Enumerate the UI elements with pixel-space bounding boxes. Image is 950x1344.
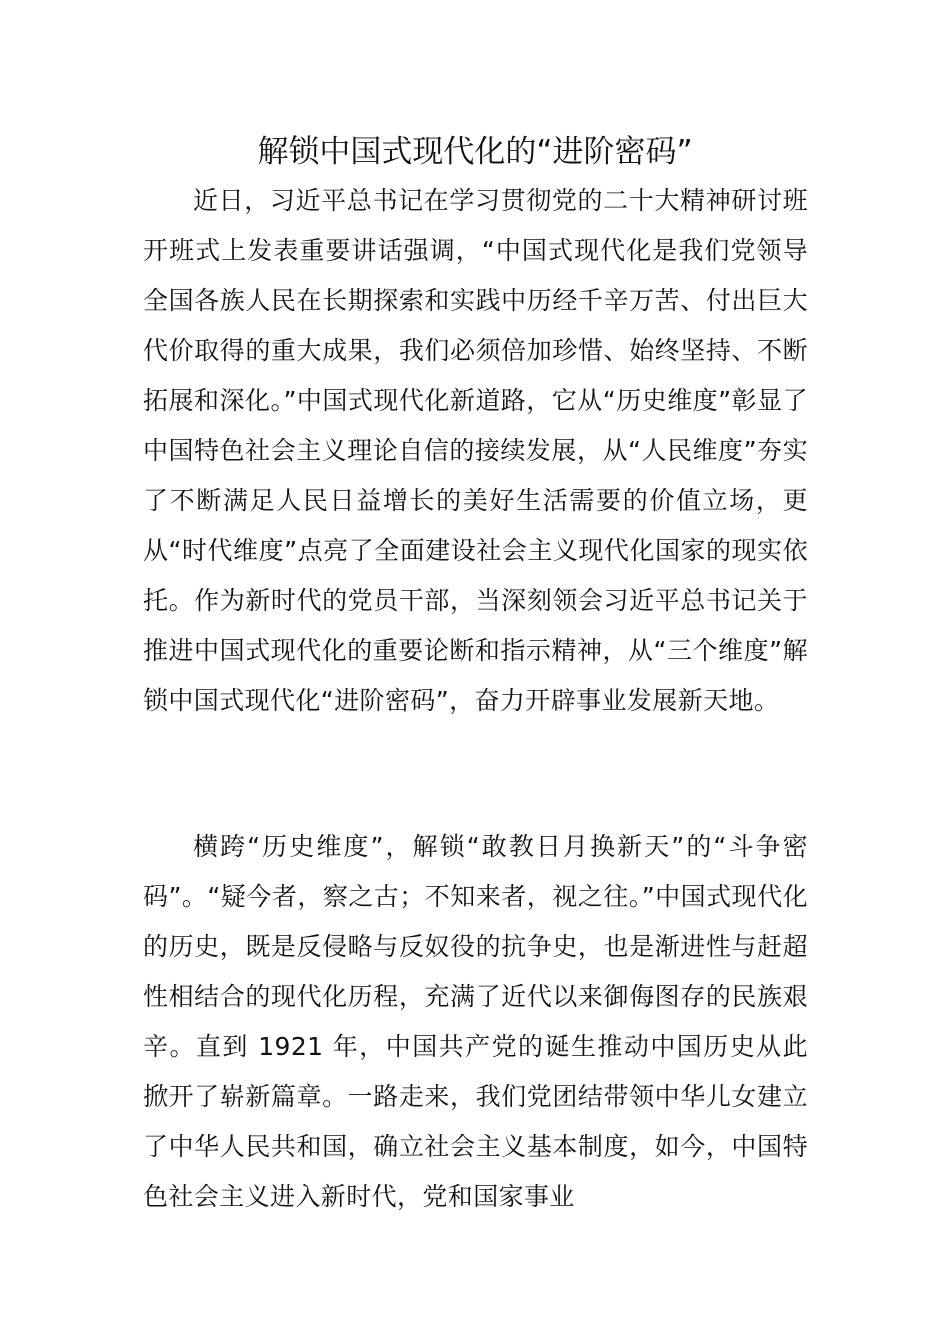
- paragraph-history-dimension: 横跨“历史维度”，解锁“敢教日月换新天”的“斗争密码”。“疑今者，察之古；不知来者，视之往。”中国式现代化的历史，既是反侵略与反奴役的抗争史，也是渐进性与赶超性相结合的现代化历程，充满了近代以来御侮图存的民族艰辛。直到 1921 年，中国共产党的诞生推动中国历史从此掀开了崭新篇章。一路走来，我们党团结带领中华儿女建立了中华人民共和国，确立社会主义基本制度，如今，中国特色社会主义进入新时代，党和国家事业: [143, 832, 808, 1211]
- document-title: 解锁中国式现代化的“进阶密码”: [257, 134, 693, 170]
- paragraph-intro: 近日，习近平总书记在学习贯彻党的二十大精神研讨班开班式上发表重要讲话强调，“中国式现代化是我们党领导全国各族人民在长期探索和实践中历经千辛万苦、付出巨大代价取得的重大成果，我们必须倍加珍惜、始终坚持、不断拓展和深化。”中国式现代化新道路，它从“历史维度”彰显了中国特色社会主义理论自信的接续发展，从“人民维度”夯实了不断满足人民日益增长的美好生活需要的价值立场，更从“时代维度”点亮了全面建设社会主义现代化国家的现实依托。作为新时代的党员干部，当深刻领会习近平总书记关于推进中国式现代化的重要论断和指示精神，从“三个维度”解锁中国式现代化“进阶密码”，奋力开辟事业发展新天地。: [143, 186, 808, 715]
